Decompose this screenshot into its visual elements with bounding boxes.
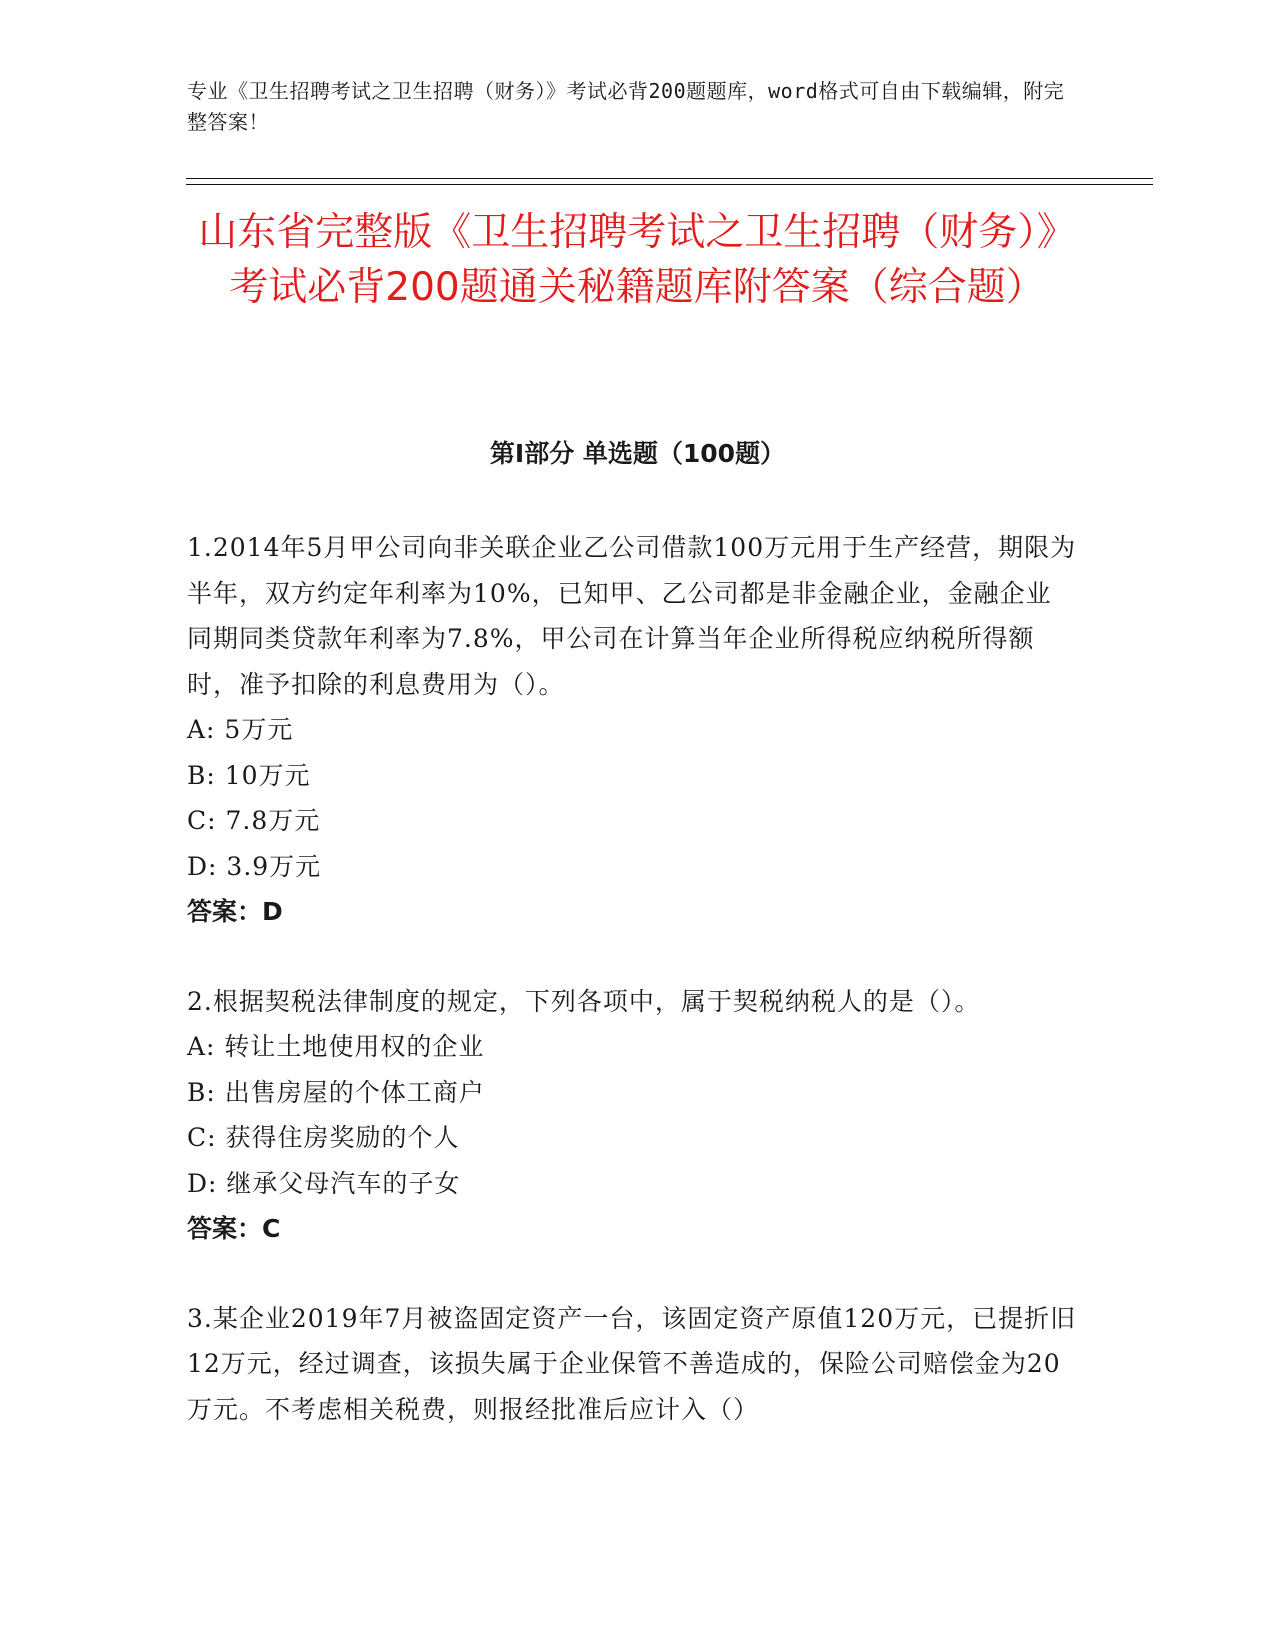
section-heading: 第Ⅰ部分 单选题（100题） xyxy=(489,439,786,468)
question-list xyxy=(187,525,1077,1476)
option-c: C: 获得住房奖励的个人 xyxy=(187,1123,460,1152)
option-d: D: 3.9万元 xyxy=(187,851,322,881)
option-b: B: 出售房屋的个体工商户 xyxy=(187,1077,485,1107)
question-3 xyxy=(187,1296,1077,1433)
question-1 xyxy=(187,525,1077,935)
option-a: A: 5万元 xyxy=(187,715,294,744)
header-divider-bottom xyxy=(186,184,1153,185)
question-text: 2.根据契税法律制度的规定，下列各项中，属于契税纳税人的是（）。 xyxy=(187,986,981,1016)
question-2 xyxy=(187,979,1077,1252)
question-text: 3.某企业2019年7月被盗固定资产一台，该固定资产原值120万元，已提折旧12万元，经过调查，该损失属于企业保管不善造成的，保险公司赔偿金为20万元。不考虑相关税费，则报经批准后应计入（） xyxy=(187,1303,1077,1424)
option-c: C: 7.8万元 xyxy=(187,806,321,835)
header-divider-top xyxy=(186,178,1153,179)
answer: 答案：D xyxy=(187,897,283,926)
option-a: A: 转让土地使用权的企业 xyxy=(187,1032,485,1061)
document-title: 山东省完整版《卫生招聘考试之卫生招聘（财务）》考试必背200题通关秘籍题库附答案（综合题） xyxy=(198,210,1076,310)
option-b: B: 10万元 xyxy=(187,760,311,790)
option-d: D: 继承父母汽车的子女 xyxy=(187,1168,461,1198)
answer: 答案：C xyxy=(187,1214,281,1243)
header-note: 专业《卫生招聘考试之卫生招聘（财务）》考试必背200题题库，word格式可自由下载编辑，附完整答案！ xyxy=(187,79,1065,134)
question-text: 1.2014年5月甲公司向非关联企业乙公司借款100万元用于生产经营，期限为半年，双方约定年利率为10%，已知甲、乙公司都是非金融企业，金融企业同期同类贷款年利率为7.8%，甲公司在计算当年企业所得税应纳税所得额时，准予扣除的利息费用为（）。 xyxy=(187,533,1077,699)
